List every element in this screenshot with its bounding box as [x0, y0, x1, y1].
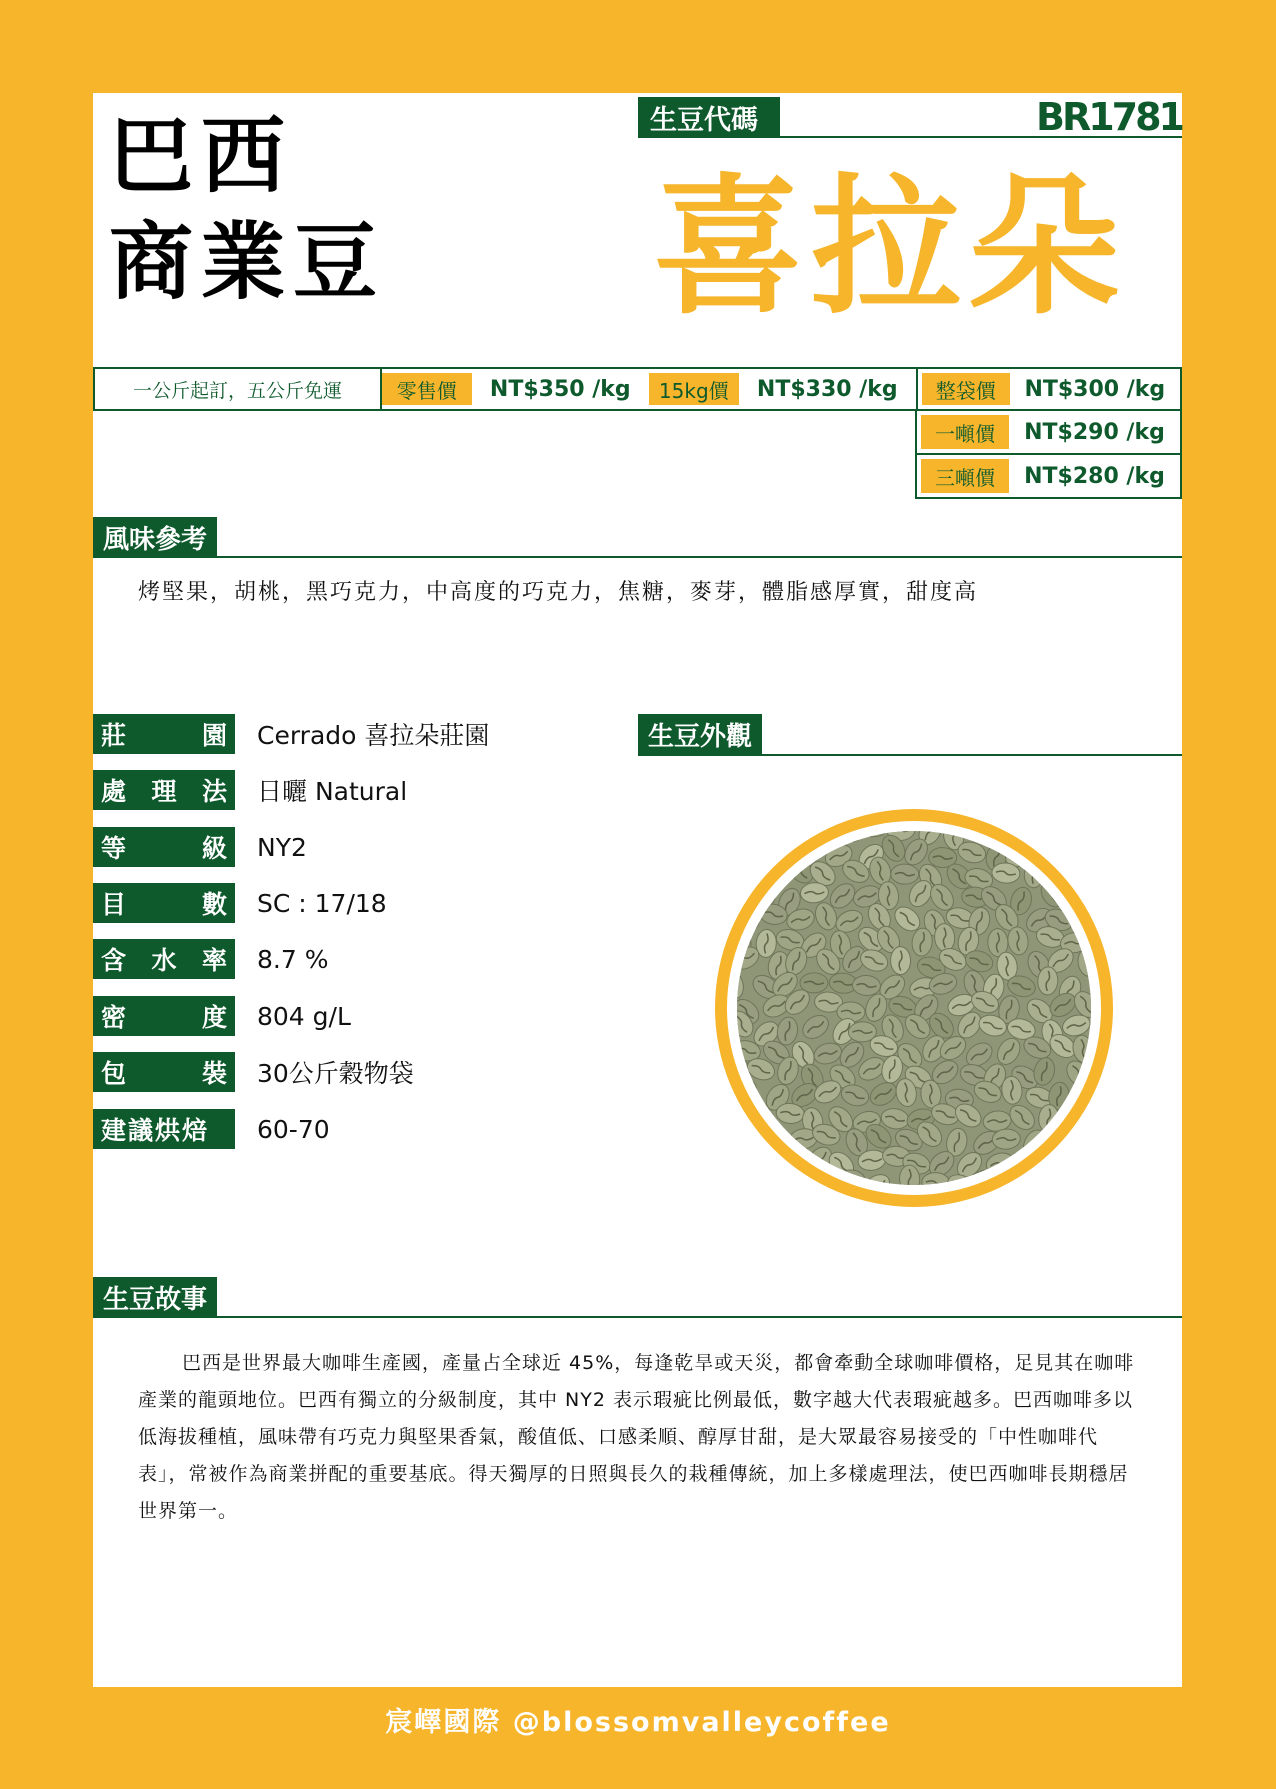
green-bean-photo: [737, 831, 1091, 1185]
flavor-section-line: [93, 556, 1182, 558]
spec-key: 包 裝: [93, 1052, 235, 1092]
price-row-1ton: [915, 411, 1182, 455]
price-divider: [916, 369, 918, 409]
flavor-notes: 烤堅果，胡桃，黑巧克力，中高度的巧克力，焦糖，麥芽，體脂感厚實，甜度高: [138, 580, 979, 605]
origin-title: [109, 103, 385, 315]
spec-value: 日曬 Natural: [257, 777, 408, 806]
spec-farm: [93, 714, 613, 754]
spec-key: 含 水 率: [93, 939, 235, 979]
price-value-3ton: NT$280 /kg: [1024, 463, 1165, 489]
price-label-bag: 整袋價: [922, 373, 1010, 405]
price-value-retail: NT$350 /kg: [489, 376, 631, 402]
price-label-3ton: 三噸價: [921, 459, 1009, 493]
spec-key: 目 數: [93, 883, 235, 923]
spec-density: [93, 996, 613, 1036]
bean-photo-frame: [715, 809, 1113, 1207]
bean-code-value: BR1781: [1036, 95, 1182, 139]
spec-value: 8.7 %: [257, 944, 329, 974]
price-label-retail: 零售價: [382, 373, 472, 405]
spec-value: 804 g/L: [257, 1001, 351, 1031]
spec-key: 莊 園: [93, 714, 235, 754]
spec-packaging: [93, 1052, 613, 1092]
story-text: 巴西是世界最大咖啡生產國，產量占全球近 45%，每逢乾旱或天災，都會牽動全球咖啡價格，足見其在咖啡產業的龍頭地位。巴西有獨立的分級制度，其中 NY2 表示瑕疵比例最低，數字越大代表瑕疵越多。巴西咖啡多以低海拔種植，風味帶有巧克力與堅果香氣，酸值低、口感柔順、醇厚甘甜，是大眾最容易接受的「中性咖啡代表」，常被作為商業拼配的重要基底。得天獨厚的日照與長久的栽種傳統，加上多樣處理法，使巴西咖啡長期穩居世界第一。: [138, 1352, 1135, 1522]
spec-grade: [93, 827, 613, 867]
spec-value: 30公斤穀物袋: [257, 1059, 414, 1088]
spec-screen: [93, 883, 613, 923]
price-table-main: [93, 367, 1182, 411]
origin-line-1: 巴西: [109, 107, 294, 205]
product-sheet: [93, 93, 1182, 1687]
spec-process: [93, 770, 613, 810]
spec-value: Cerrado 喜拉朵莊園: [257, 721, 490, 750]
price-label-15kg: 15kg價: [649, 373, 739, 405]
flavor-section-title: 風味參考: [93, 517, 217, 557]
appearance-section-title: 生豆外觀: [638, 714, 762, 754]
spec-value: 60-70: [257, 1114, 330, 1144]
appearance-section-line: [638, 754, 1182, 756]
spec-value: SC : 17/18: [257, 888, 387, 918]
spec-moisture: [93, 939, 613, 979]
order-note: 一公斤起訂，五公斤免運: [95, 369, 382, 409]
price-value-15kg: NT$330 /kg: [756, 376, 898, 402]
bean-name: 喜拉朵: [653, 161, 1128, 335]
spec-key: 處 理 法: [93, 770, 235, 810]
spec-key: 建議烘焙: [93, 1109, 235, 1149]
spec-key: 密 度: [93, 996, 235, 1036]
price-row-3ton: [915, 455, 1182, 499]
story-section-title: 生豆故事: [93, 1277, 217, 1317]
story-section-line: [93, 1316, 1182, 1318]
origin-line-2: 商業豆: [109, 213, 386, 311]
bean-code-label: 生豆代碼: [638, 97, 780, 137]
spec-value: NY2: [257, 832, 307, 862]
price-value-bag: NT$300 /kg: [1024, 376, 1166, 402]
price-label-1ton: 一噸價: [921, 415, 1009, 449]
price-value-1ton: NT$290 /kg: [1024, 419, 1165, 445]
footer-brand: 宸嶧國際 @blossomvalleycoffee: [385, 1707, 891, 1738]
spec-key: 等 級: [93, 827, 235, 867]
spec-roast: [93, 1109, 613, 1149]
